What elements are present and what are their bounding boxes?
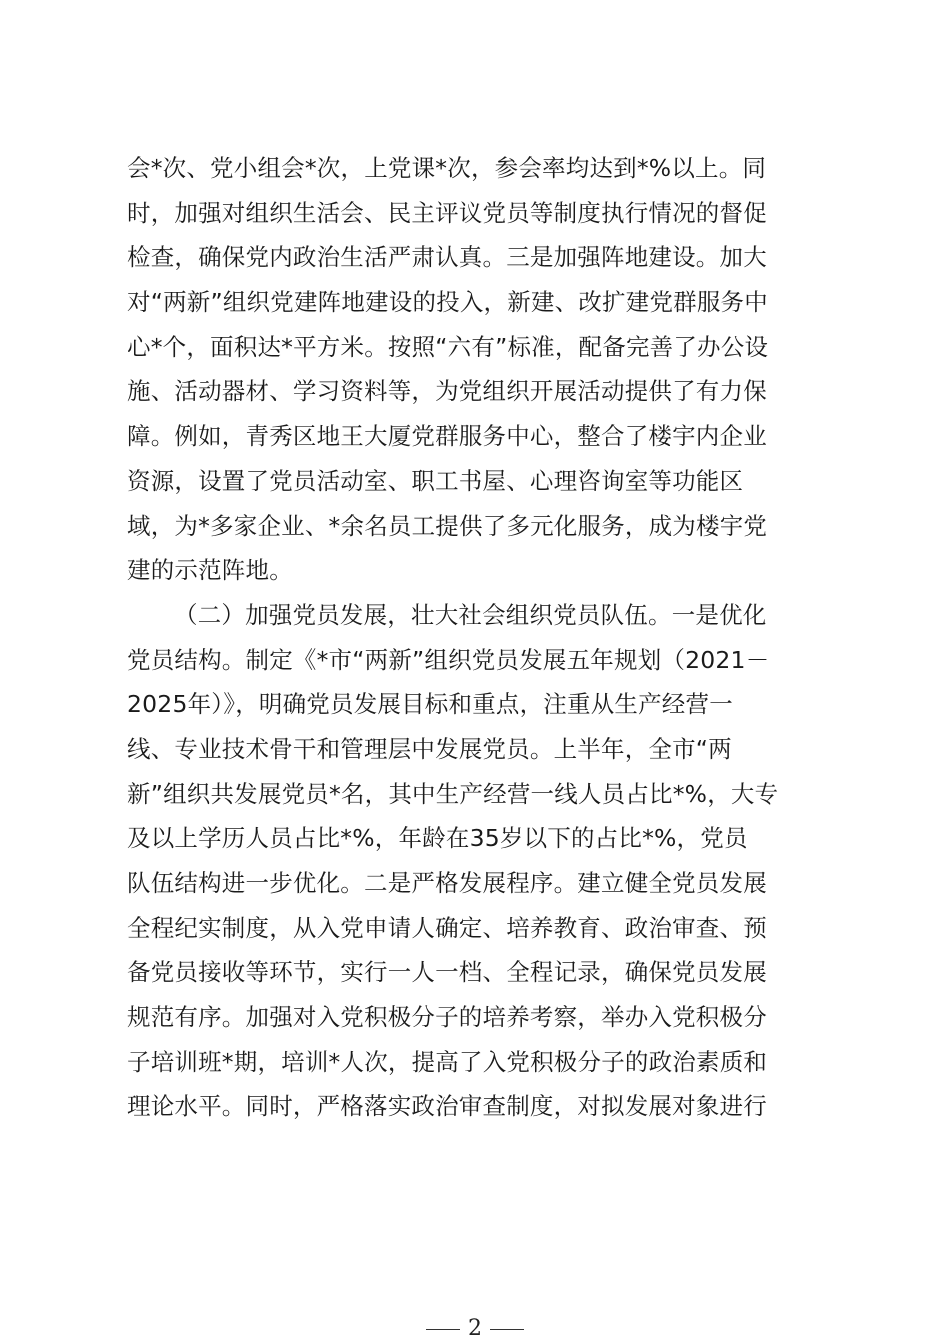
text-line: 规范有序。加强对入党积极分子的培养考察，举办入党积极分	[127, 1003, 767, 1032]
text-line: 全程纪实制度，从入党申请人确定、培养教育、政治审查、预	[127, 913, 767, 942]
text-line: 心*个，面积达*平方米。按照“六有”标准，配备完善了办公设	[127, 332, 769, 361]
text-line: 障。例如，青秀区地王大厦党群服务中心，整合了楼宇内企业	[127, 422, 767, 451]
footer-dash-right	[490, 1329, 524, 1330]
text-line: 对“两新”组织党建阵地建设的投入，新建、改扩建党群服务中	[127, 288, 768, 317]
text-line: 及以上学历人员占比*%，年龄在35岁以下的占比*%，党员	[127, 824, 748, 853]
text-line: （二）加强党员发展，壮大社会组织党员队伍。一是优化	[174, 600, 767, 629]
text-line: 新”组织共发展党员*名，其中生产经营一线人员占比*%，大专	[127, 779, 779, 808]
text-line: 线、专业技术骨干和管理层中发展党员。上半年，全市“两	[127, 734, 732, 763]
text-line: 备党员接收等环节，实行一人一档、全程记录，确保党员发展	[127, 958, 767, 987]
page-footer	[0, 1316, 950, 1342]
text-line: 建的示范阵地。	[127, 556, 293, 585]
page-number: 2	[468, 1316, 482, 1341]
text-line: 队伍结构进一步优化。二是严格发展程序。建立健全党员发展	[127, 869, 767, 897]
text-line: 党员结构。制定《*市“两新”组织党员发展五年规划（2021－	[127, 645, 770, 674]
text-line: 检查，确保党内政治生活严肃认真。三是加强阵地建设。加大	[127, 243, 767, 272]
text-line: 域，为*多家企业、*余名员工提供了多元化服务，成为楼宇党	[127, 511, 768, 540]
text-line: 时，加强对组织生活会、民主评议党员等制度执行情况的督促	[127, 198, 767, 227]
footer-dash-left	[426, 1329, 460, 1330]
text-line: 施、活动器材、学习资料等，为党组织开展活动提供了有力保	[127, 377, 767, 406]
text-line: 子培训班*期，培训*人次，提高了入党积极分子的政治素质和	[127, 1047, 768, 1076]
text-line: 资源，设置了党员活动室、职工书屋、心理咨询室等功能区	[127, 466, 744, 495]
text-line: 2025年）》，明确党员发展目标和重点，注重从生产经营一	[127, 690, 733, 719]
body-text	[127, 146, 827, 1129]
text-line: 会*次、党小组会*次，上党课*次，参会率均达到*%以上。同	[127, 154, 767, 182]
text-line: 理论水平。同时，严格落实政治审查制度，对拟发展对象进行	[127, 1092, 767, 1121]
